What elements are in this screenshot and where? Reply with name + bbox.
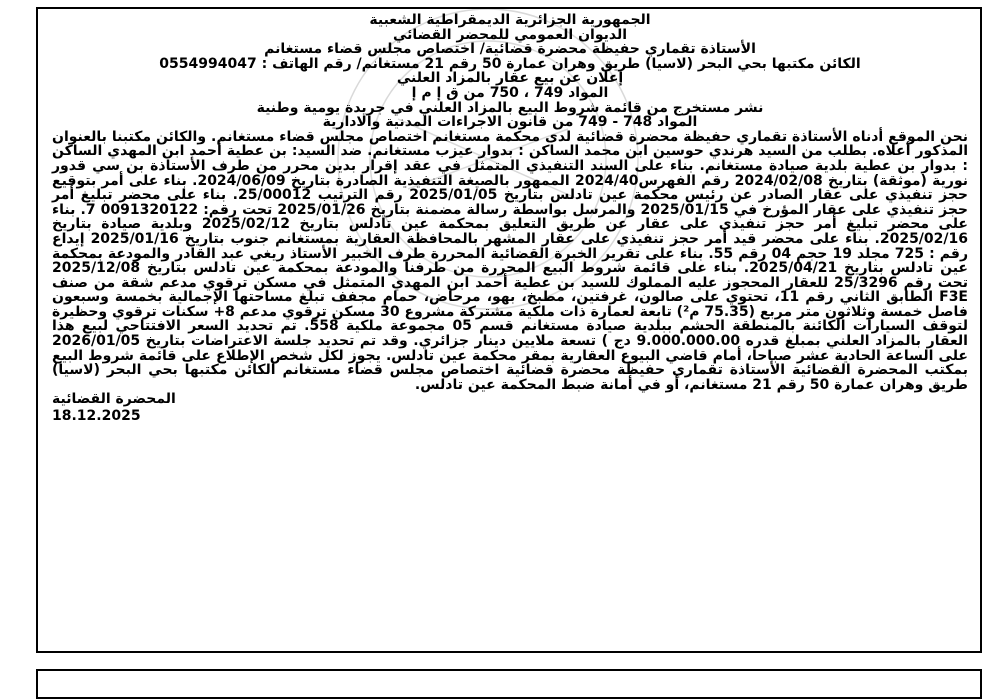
notice-frame xyxy=(36,7,982,653)
signature-label: المحضرة القضائية xyxy=(52,391,176,408)
header-line-law: المواد 748 - 749 من قانون الاجراءات المدنية والادارية xyxy=(322,114,698,131)
header-line-announcement: إعلان عن بيع عقار بالمزاد العلني xyxy=(396,70,624,87)
notice-body: نحن الموقع أدناه الأستاذة تقماري حفيظة محضرة قضائية لدى محكمة مستغانم اختصاص مجلس قضاء مستغانم. والكائن مكتبنا بالعنوان المذكور أعلاه. بطلب من السيد هرندي حوسين ابن محمد الساكن : بدوار عيزب مستغانم. ضد السيد: بن عطية أحمد ابن المهدي الساكن : بدوار بن عطية بلدية صيادة مستغانم. بناء على السند التنفيذي المتمثل في عقد إقرار بدين محرر من طرف الأستاذة بن سي قدور نورية (موثقة) بتاريخ 2024/02/08 رقم الفهرس2024/40 الممهور بالصيغة التنفيذية الصادرة بتاريخ 2024/06/09. بناء على أمر بتوقيع حجز تنفيذي على عقار الصادر عن رئيس محكمة عين تادلس بتاريخ 2025/01/05 رقم الترتيب 25/00012. بناء على محضر تبليغ أمر حجز تنفيذي على عقار المؤرخ في 2025/01/15 والمرسل بواسطة رسالة مضمنة بتاريخ 2025/01/26 تحت رقم: 0091320122 7. بناء على محضر تبليغ أمر حجز تنفيذي على عقار عن طريق التعليق بمحكمة عين تادلس بتاريخ 2025/02/12 وبلدية صيادة بتاريخ 2025/02/16. بناء على محضر قيد أمر حجز تنفيذي على عقار المشهر بالمحافظة العقارية بمستغانم جنوب بتاريخ 2025/01/16 إيداع رقم : 725 مجلد 19 حجم 04 رقم 55. بناء على تقرير الخبرة القضائية المحررة طرف الخبير الأستاذ ريغي عبد القادر والمودعة بمحكمة عين تادلس بتاريخ 2025/04/21. بناء على قائمة شروط البيع المحررة من طرفنا والمودعة بمحكمة عين تادلس بتاريخ 2025/12/08 تحت رقم 25/3296 للعقار المحجوز عليه المملوك للسيد بن عطية أحمد ابن المهدي المتمثل في مسكن ترقوي مدعم شقة من صنف F3E الطابق الثاني رقم 11، تحتوي على صالون، غرفتين، مطبخ، بهو، مرحاض، حمام مجفف تبلغ مساحتها الإجمالية بخمسة وسبعون فاصل خمسة وثلاثون متر مربع (75.35 م²) تابعة لعمارة ذات ملكية مشتركة مشروع 30 مسكن ترقوي مدعم 8+ سكنات ترقوي وحظيرة لتوقف السيارات الكائنة بالمنطقة الحشم ببلدية صيادة مستغانم قسم 05 مجموعة ملكية 558. تم تحديد السعر الافتتاحي لبيع هذا العقار بالمزاد العلني بمبلغ قدره 9.000.000.00 دج ) تسعة ملايين دينار جزائري. وقد تم تحديد جلسة الاعتراضات بتاريخ 2026/01/05 على الساعة الحادية عشر صباحا، أمام قاضي البيوع العقارية بمقر محكمة عين تادلس. يجوز لكل شخص الإطلاع على قائمة شروط البيع بمكتب المحضرة القضائية الأستاذة تقماري حفيظة محضرة قضائية اختصاص مجلس قضاء مستغانم الكائن مكتبها بحي البحر (لاسيا) طريق وهران عمارة 50 رقم 21 مستغانم، أو في أمانة ضبط المحكمة عين تادلس. xyxy=(52,128,969,393)
header-line-publication: نشر مستخرج من قائمة شروط البيع بالمزاد العلني في جريدة يومية وطنية xyxy=(256,99,764,116)
header-line-republic: الجمهورية الجزائرية الديمقراطية الشعبية xyxy=(369,12,651,28)
notice-content xyxy=(52,13,968,425)
next-notice-frame xyxy=(36,669,982,699)
header-line-address: الكائن مكتبها بحي البحر (لاسيا) طريق وهران عمارة 50 رقم 21 مستغانم/ رقم الهاتف : 0554994047 xyxy=(159,55,861,72)
notice-header xyxy=(52,13,968,130)
header-line-office: الديوان العمومي للمحضر القضائي xyxy=(392,26,628,43)
notice-date: 18.12.2025 xyxy=(52,408,141,425)
header-line-articles: المواد 749 ، 750 من ق إ م إ xyxy=(411,84,609,101)
header-line-bailiff: الأستاذة تقماري حفيظة محضرة قضائية/ اختصاص مجلس قضاء مستغانم xyxy=(264,41,756,58)
